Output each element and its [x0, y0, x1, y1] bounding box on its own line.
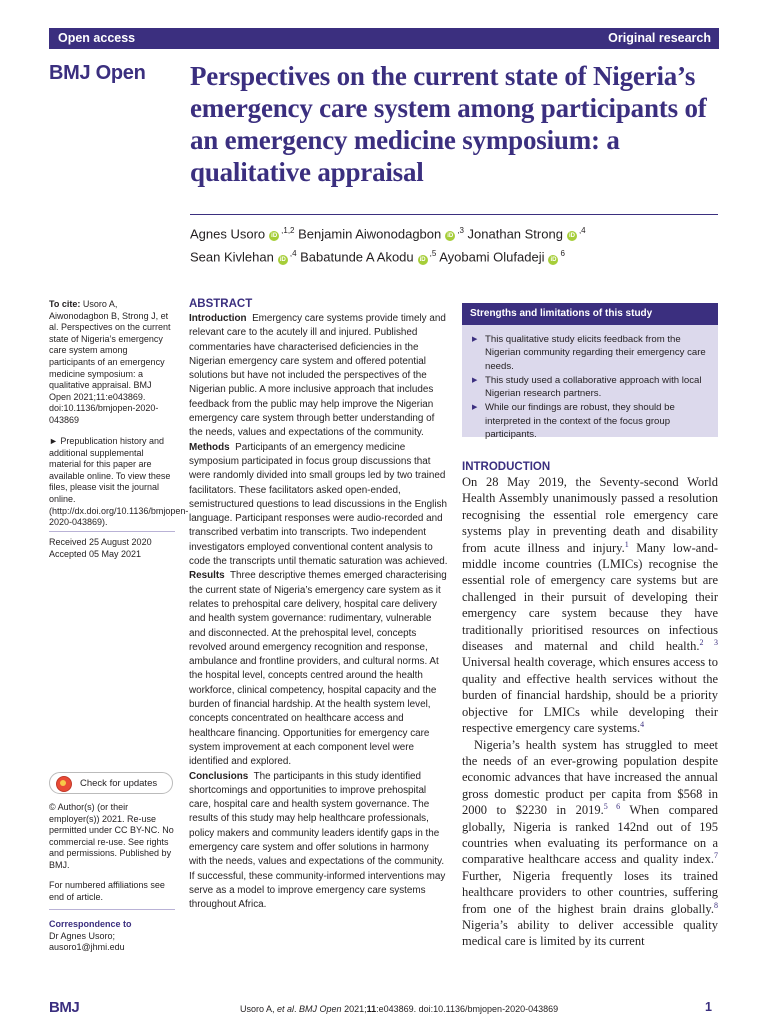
paragraph	[462, 474, 718, 737]
reference-link[interactable]: 2 3	[699, 637, 719, 647]
abstract-section-label: Results	[189, 570, 225, 582]
page-number: 1	[705, 1000, 712, 1014]
orcid-icon[interactable]: iD	[419, 256, 426, 263]
sidebar-divider	[49, 531, 175, 532]
paragraph-text: Many low-and-middle income countries (LMICs) recognise the essential role of emergency care systems but are challenged in their pursuit of developing their emergency care system because they have traditionally prioritised resources on infectious diseases and maternal and child health.	[462, 540, 718, 654]
paragraph-text: Nigeria’s health system has struggled to meet the needs of an ever-growing population despite economic advances that have increased the annual gross domestic product per capita from $568 in 2000 to $2230 in 2019.	[462, 737, 718, 818]
list-item: ▶ While our findings are robust, they should be interpreted in the context of the focus group participants.	[472, 401, 708, 441]
bmj-logo: BMJ	[49, 999, 80, 1016]
paragraph-text: Further, Nigeria frequently loses its trained healthcare providers to other countries, suffering from one of the highest brain drains globally.	[462, 868, 718, 916]
paragraph	[462, 737, 718, 950]
author-name[interactable]: Sean Kivlehan	[190, 249, 274, 265]
abstract-methods: Participants of an emergency medicine symposium participated in focus group discussions that were randomly divided into small groups led by two trained facilitators. These facilitators asked open-ended, semistructured questions to lead discussions in the English language. Participant responses were audio-recorded and transcribed verbatim into transcripts. Two independent investigators employed conventional content analysis to code the transcripts until thematic saturation was achieved.	[189, 441, 448, 568]
footer-journal: BMJ Open	[299, 1004, 342, 1014]
article-title: Perspectives on the current state of Nigeria’s emergency care system among participants of an emergency medicine symposium: a qualitative appraisal	[190, 61, 707, 187]
abstract-heading: ABSTRACT	[189, 298, 253, 310]
title-rule	[190, 214, 718, 215]
affiliations-note: For numbered affiliations see end of article.	[49, 880, 165, 902]
author-affiliation: ,3	[457, 226, 464, 235]
abstract-results: Three descriptive themes emerged characterising the current state of Nigeria’s emergency care system as it relates to prehospital care delivery, hospital care delivery and health system governance: rudimentary, vulnerable and disconnected. At the prehospital level, concepts revolved around emergency recognition and response, ambulance and frontline providers, and cultural norms. At the hospital level, concepts centred around the health workforce, clinical competency, hospital capacity and the burden of financial hardship. At the health system level, concepts concentrated on healthcare access and healthcare financing. Opportunities for emergency care system improvement at each component level were identified and explored.	[189, 570, 447, 768]
footer-volume: 11	[366, 1004, 377, 1014]
abstract-section-label: Conclusions	[189, 770, 249, 782]
prepublication-note[interactable]: ► Prepublication history and additional supplemental material for this paper are available online. To view these files, please visit the journal online. (http://dx.doi.org/10.1136/bmjopen-2020-043869).	[49, 436, 189, 528]
accepted-date: Accepted 05 May 2021	[49, 549, 142, 559]
check-updates-label: Check for updates	[80, 778, 158, 789]
footer-text: .	[294, 1004, 300, 1014]
author-name[interactable]: Benjamin Aiwonodagbon	[298, 226, 442, 242]
author-name[interactable]: Jonathan Strong	[467, 226, 563, 242]
reference-link[interactable]: 1	[624, 539, 629, 549]
list-item: ▶ This study used a collaborative approach with local Nigerian research partners.	[472, 374, 708, 401]
open-access-label: Open access	[58, 31, 136, 45]
footer-text: 2021;	[341, 1004, 367, 1014]
abstract-body	[189, 312, 448, 912]
abstract-section-label: Introduction	[189, 313, 247, 324]
list-item: ▶ This qualitative study elicits feedback from the Nigerian community regarding their emergency care needs.	[472, 333, 708, 373]
strengths-box-heading: Strengths and limitations of this study	[462, 303, 718, 325]
sidebar-divider	[49, 909, 175, 910]
orcid-icon[interactable]: iD	[568, 233, 575, 240]
article-type-label: Original research	[608, 31, 711, 45]
cite-text: Usoro A, Aiwonodagbon B, Strong J, et al. Perspectives on the current state of Nigeria’s emergency care system among participants of an emergency medicine symposium: a qualitative appraisal. BMJ Open 2021;11:e043869. doi:10.1136/bmjopen-2020-043869	[49, 299, 171, 425]
author-name[interactable]: Agnes Usoro	[190, 226, 266, 242]
author-affiliation: ,4	[578, 226, 586, 235]
orcid-icon[interactable]: iD	[447, 233, 454, 240]
footer-text: Usoro A,	[240, 1004, 278, 1014]
copyright-note: © Author(s) (or their employer(s)) 2021. Re-use permitted under CC BY-NC. No commercial re-use. See rights and permissions. Published by BMJ.	[49, 802, 174, 870]
orcid-icon[interactable]: iD	[279, 256, 286, 263]
top-banner	[49, 28, 719, 49]
paragraph-text: Universal health coverage, which ensures access to quality and effective health services without the burden of financial hardship, should be a priority objective for LMICs while developing their respective emergency care systems.	[462, 655, 718, 736]
author-affiliation: ,1,2	[281, 226, 295, 235]
reference-link[interactable]: 8	[714, 900, 718, 910]
abstract-introduction: Emergency care systems provide timely and relevant care to the acutely ill and injured. Published commentaries have characterised deficiencies in the Nigerian emergency care system and offered potential solutions but have not included the perspectives of the Nigerian public. A more inclusive approach that includes feedback from the public may help improve the Nigerian emergency care system through better understanding of the needs, values and expectations of the community.	[189, 313, 446, 439]
crossmark-icon	[56, 776, 72, 792]
author-affiliation: ,5	[429, 249, 437, 259]
author-name[interactable]: Babatunde A Akodu	[300, 249, 414, 265]
author-affiliation: ,4	[289, 249, 297, 259]
abstract-section-label: Methods	[189, 441, 230, 453]
paragraph-text: Nigeria’s ability to deliver accessible quality medical care is limited by its current	[462, 917, 718, 949]
strengths-box	[462, 325, 718, 441]
abstract-conclusions: The participants in this study identified shortcomings and opportunities to improve prehospital care, hospital care and health system governance. The results of this study may help healthcare professionals, policy makers and community leaders identify gaps in the emergency care system and offer solutions in harmony with the needs, values and expectations of the community. If successful, these community-informed interventions may serve as a model to improve emergency care systems throughout Africa.	[189, 770, 446, 911]
citation-block	[49, 299, 175, 427]
introduction-heading: INTRODUCTION	[462, 461, 551, 473]
orcid-icon[interactable]: iD	[271, 233, 278, 240]
journal-brand: BMJ Open	[49, 62, 146, 84]
correspondence-email[interactable]: ausoro1@jhmi.edu	[49, 942, 125, 953]
author-affiliation: 6	[560, 249, 565, 259]
author-list	[190, 221, 720, 268]
footer-text: et al	[277, 1004, 295, 1014]
received-date: Received 25 August 2020	[49, 537, 152, 547]
paragraph-text: When compared globally, Nigeria is ranked 142nd out of 195 countries when evaluating its performance on a comparative healthcare access and quality index.	[462, 803, 718, 867]
paragraph-text: On 28 May 2019, the Seventy-second World Health Assembly unanimously passed a resolution recognising the essential role emergency care systems play in preventing death and disability from acute illness and injury.	[462, 475, 718, 555]
correspondence-block	[49, 919, 175, 954]
reference-link[interactable]: 4	[640, 719, 645, 729]
footer-citation	[240, 1004, 558, 1014]
author-name[interactable]: Ayobami Olufadeji	[439, 249, 545, 265]
reference-link[interactable]: 5 6	[603, 801, 621, 811]
correspondence-label: Correspondence to	[49, 919, 132, 929]
cite-label: To cite:	[49, 299, 81, 309]
introduction-body	[462, 474, 718, 950]
correspondence-name: Dr Agnes Usoro;	[49, 930, 116, 941]
footer-doi[interactable]: :e043869. doi:10.1136/bmjopen-2020-043869	[376, 1004, 559, 1014]
check-for-updates-button[interactable]	[49, 772, 173, 794]
orcid-icon[interactable]: iD	[550, 256, 557, 263]
reference-link[interactable]: 7	[714, 851, 718, 861]
